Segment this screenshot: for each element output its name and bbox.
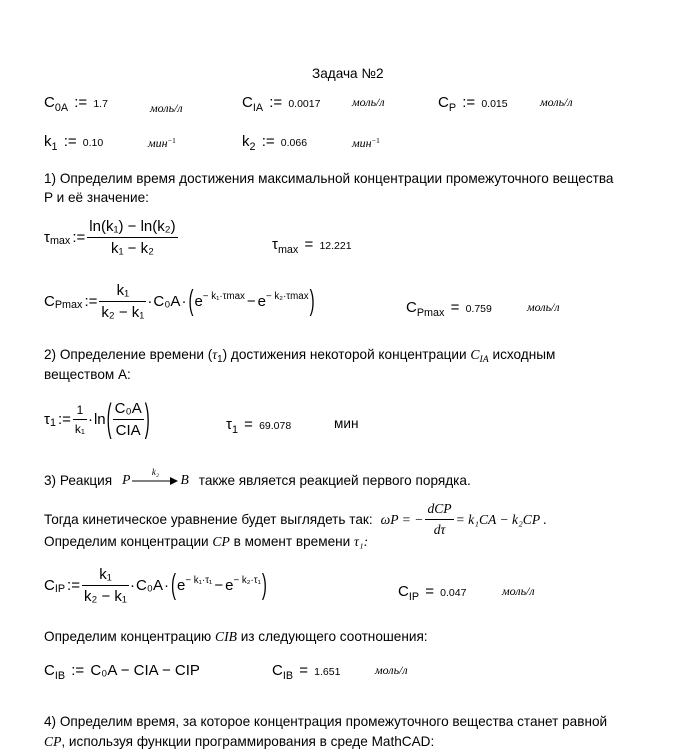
- cip-denominator: k₂ − k₁: [83, 588, 127, 605]
- kinetic-omega: ωP = −: [380, 511, 424, 527]
- section2-c-sub: IA: [479, 354, 489, 366]
- tau-max-result-subscript: max: [277, 243, 299, 256]
- k1-value: 0.10: [82, 137, 104, 149]
- tau-max-denominator: k₁ − k₂: [110, 240, 154, 257]
- cip-exp2-base: e: [225, 577, 234, 594]
- assign-operator: :=: [57, 411, 71, 428]
- section4-cp: CP: [44, 734, 62, 749]
- left-paren: (: [171, 569, 177, 602]
- cip-numerator: k₁: [82, 566, 129, 586]
- cip-result-value: 0.047: [440, 587, 467, 599]
- cp-max-numerator: k₁: [99, 282, 146, 302]
- cip-result: [398, 583, 467, 603]
- conc-text-a: Определим концентрации: [44, 534, 209, 549]
- cip-exp2-power: − k₂·τ₁: [233, 575, 261, 587]
- c0a-value: 1.7: [93, 98, 108, 110]
- tau1-unit: мин: [334, 416, 359, 431]
- tau1-inner-numerator: C₀A: [113, 400, 144, 420]
- cp-subscript: P: [448, 101, 457, 114]
- k2-unit-exponent: −1: [371, 136, 380, 146]
- cib-rhs: C₀A − CIA − CIP: [90, 662, 200, 679]
- left-paren: (: [188, 285, 194, 318]
- section1-text-line2: P и её значение:: [44, 190, 149, 205]
- tau-max-result-symbol: τ: [272, 236, 278, 253]
- cia-value: 0.0017: [288, 98, 321, 110]
- k2-subscript: 2: [249, 140, 256, 153]
- assign-operator: :=: [71, 662, 85, 679]
- cp-max-result-symbol: C: [406, 299, 417, 316]
- cib-formula: [44, 662, 200, 682]
- cib-result-subscript: IB: [282, 669, 294, 682]
- section2-text-d: исходным: [492, 347, 556, 362]
- section1-text-line1: 1) Определим время достижения максимальной концентрации промежуточного вещества: [44, 171, 614, 186]
- assign-operator: :=: [269, 94, 283, 111]
- section-cib-text: [44, 629, 428, 645]
- equals-operator: =: [304, 236, 314, 253]
- tau1-formula: τ 1 := $\frac{1}{\text{k₁}}$ · ln ( $\frac{\text{C₀A}}{\text{CIA}}$ ): [44, 397, 150, 442]
- arrow-right-icon: [132, 477, 178, 485]
- minus-operator: −: [214, 577, 224, 594]
- cp-max-result-subscript: Pmax: [416, 306, 445, 319]
- assign-operator: :=: [74, 94, 88, 111]
- cp-max-exp2-power: − k₂·τmax: [266, 291, 309, 303]
- page-title: Задача №2: [312, 66, 384, 81]
- tau-max-formula: [44, 218, 178, 257]
- right-paren: ): [144, 397, 150, 442]
- kinetic-rhs: = k₁CA − k₂CP .: [455, 511, 547, 527]
- conc-text-b: в момент времени: [233, 534, 351, 549]
- right-paren: ): [261, 569, 267, 602]
- assign-operator: :=: [84, 293, 98, 310]
- k1-unit-text: мин: [148, 136, 168, 150]
- cip-c0a-term: C₀A: [135, 577, 164, 594]
- cip-symbol: C: [44, 577, 55, 594]
- tau1-symbol: τ: [44, 411, 50, 428]
- tau1-ln: ln: [93, 411, 106, 428]
- cp-max-exp2-base: e: [257, 293, 266, 310]
- reaction-species-p: P: [122, 472, 131, 487]
- equals-operator: =: [450, 299, 460, 316]
- cp-max-exp1-power: − k₁·τmax: [202, 291, 245, 303]
- assign-operator: :=: [72, 229, 86, 246]
- cp-max-result-value: 0.759: [465, 303, 492, 315]
- kinetic-fraction: [425, 501, 453, 538]
- cip-result-subscript: IP: [408, 590, 420, 603]
- equals-operator: =: [299, 662, 308, 679]
- cp-max-result: [406, 299, 492, 319]
- cip-exp1-power: − k₁·τ₁: [185, 575, 213, 587]
- tau1-numerator: 1: [73, 403, 87, 420]
- cib-text-a: Определим концентрацию: [44, 629, 212, 644]
- section4-text-b: , используя функции программирования в среде MathCAD:: [61, 734, 435, 749]
- k1-unit-exponent: −1: [167, 136, 176, 146]
- minus-operator: −: [246, 293, 256, 310]
- cia-unit: моль/л: [352, 95, 385, 109]
- section3-text-b: также является реакцией первого порядка.: [198, 472, 471, 488]
- cip-formula: C IP := $\frac{\text{k₁}}{\text{k₂ − k₁}}$ · C₀A · ( e − k₁·τ₁ − e − k₂·τ₁ ): [44, 566, 267, 605]
- section4-text-line1: 4) Определим время, за которое концентрация промежуточного вещества станет равной: [44, 714, 608, 729]
- section3-text-a: 3) Реакция: [44, 472, 113, 488]
- cib-text-b: из следующего соотношения:: [240, 629, 428, 644]
- tau-max-result-value: 12.221: [319, 240, 352, 252]
- section3-reaction-line: [44, 467, 471, 489]
- tau-max-subscript: max: [49, 235, 71, 248]
- kinetic-denominator: dτ: [433, 522, 446, 537]
- cip-exp1-base: e: [177, 577, 186, 594]
- section3-conc-line: [44, 534, 368, 550]
- cp-max-exp1-base: e: [194, 293, 203, 310]
- cia-symbol: C: [242, 94, 253, 111]
- cib-result: [272, 662, 341, 682]
- cip-fraction: [82, 566, 129, 605]
- cib-text-c: CIB: [215, 629, 237, 644]
- k2-unit: [352, 136, 380, 151]
- cip-result-symbol: C: [398, 583, 409, 600]
- section4-text-line2: [44, 734, 434, 750]
- tau1-subscript: 1: [49, 417, 56, 430]
- section2-text-line1: [44, 347, 556, 366]
- section2-text-line2: веществом А:: [44, 367, 131, 382]
- cp-symbol: C: [438, 94, 449, 111]
- conc-tau: τ₁:: [354, 534, 369, 549]
- cib-symbol: C: [44, 662, 55, 679]
- tau1-inner-fraction: [113, 400, 144, 439]
- cib-result-value: 1.651: [314, 666, 341, 678]
- cp-max-subscript: Pmax: [54, 299, 83, 312]
- assign-operator: :=: [67, 577, 80, 594]
- equals-operator: =: [244, 416, 253, 433]
- section2-tau-sub: 1: [217, 354, 223, 366]
- cp-value: 0.015: [481, 98, 508, 110]
- tau1-fraction: [73, 403, 87, 436]
- cib-unit: моль/л: [375, 663, 408, 677]
- assign-operator: :=: [261, 133, 275, 150]
- cib-subscript: IB: [54, 669, 66, 682]
- section2-tau: τ: [212, 347, 218, 362]
- conc-cp: CP: [212, 534, 230, 549]
- cip-subscript: IP: [54, 583, 66, 596]
- tau-max-numerator: ln(k₁) − ln(k₂): [87, 218, 177, 238]
- section2-text-b: ) достижения некоторой концентрации: [222, 347, 467, 362]
- cp-max-unit: моль/л: [527, 300, 560, 314]
- k1-subscript: 1: [51, 140, 58, 153]
- kinetic-numerator: dCP: [425, 501, 453, 520]
- tau-max-fraction: [87, 218, 177, 257]
- equals-operator: =: [425, 583, 434, 600]
- tau-max-symbol: τ: [44, 229, 50, 246]
- cp-max-symbol: C: [44, 293, 55, 310]
- k1-definition: [44, 133, 104, 153]
- c0a-unit: моль/л: [150, 101, 183, 115]
- kinetic-text: Тогда кинетическое уравнение будет выглядеть так:: [44, 512, 373, 527]
- tau-max-result: [272, 236, 352, 256]
- tau1-result-subscript: 1: [231, 423, 238, 436]
- cia-subscript: IA: [252, 101, 264, 114]
- c0a-subscript: 0A: [54, 101, 69, 114]
- kinetic-equation-line: [44, 501, 547, 538]
- tau1-result-value: 69.078: [259, 420, 292, 432]
- reaction-arrow: [132, 467, 178, 485]
- cia-definition: [242, 94, 321, 114]
- cp-unit: моль/л: [540, 95, 573, 109]
- tau1-result: [226, 416, 292, 436]
- k1-unit: [148, 136, 176, 151]
- cp-max-denominator: k₂ − k₁: [101, 304, 145, 321]
- k1-symbol: k: [44, 133, 52, 150]
- assign-operator: :=: [462, 94, 476, 111]
- tau1-denominator: k₁: [74, 422, 85, 436]
- left-paren: (: [106, 397, 112, 442]
- tau1-result-symbol: τ: [226, 416, 232, 433]
- k2-symbol: k: [242, 133, 250, 150]
- cib-result-symbol: C: [272, 662, 283, 679]
- reaction-arrow-label: k₂: [151, 467, 160, 477]
- c0a-symbol: C: [44, 94, 55, 111]
- cp-max-formula: C Pmax := $\frac{\text{k₁}}{\text{k₂ − k₁}}$ · C₀A · ( e − k₁·τmax − e − k₂·τmax ): [44, 282, 315, 321]
- cp-max-fraction: [99, 282, 146, 321]
- right-paren: ): [309, 285, 315, 318]
- k2-definition: [242, 133, 308, 153]
- section2-text-a: 2) Определение времени (: [44, 347, 213, 362]
- reaction-species-b: B: [180, 472, 189, 487]
- tau1-inner-denominator: CIA: [115, 422, 141, 439]
- section2-c: C: [470, 347, 480, 362]
- cp-definition: [438, 94, 508, 114]
- cip-unit: моль/л: [502, 584, 535, 598]
- assign-operator: :=: [63, 133, 77, 150]
- c0a-definition: [44, 94, 108, 114]
- k2-value: 0.066: [280, 137, 308, 149]
- k2-unit-text: мин: [352, 136, 372, 150]
- cp-max-c0a-term: C₀A: [153, 293, 181, 310]
